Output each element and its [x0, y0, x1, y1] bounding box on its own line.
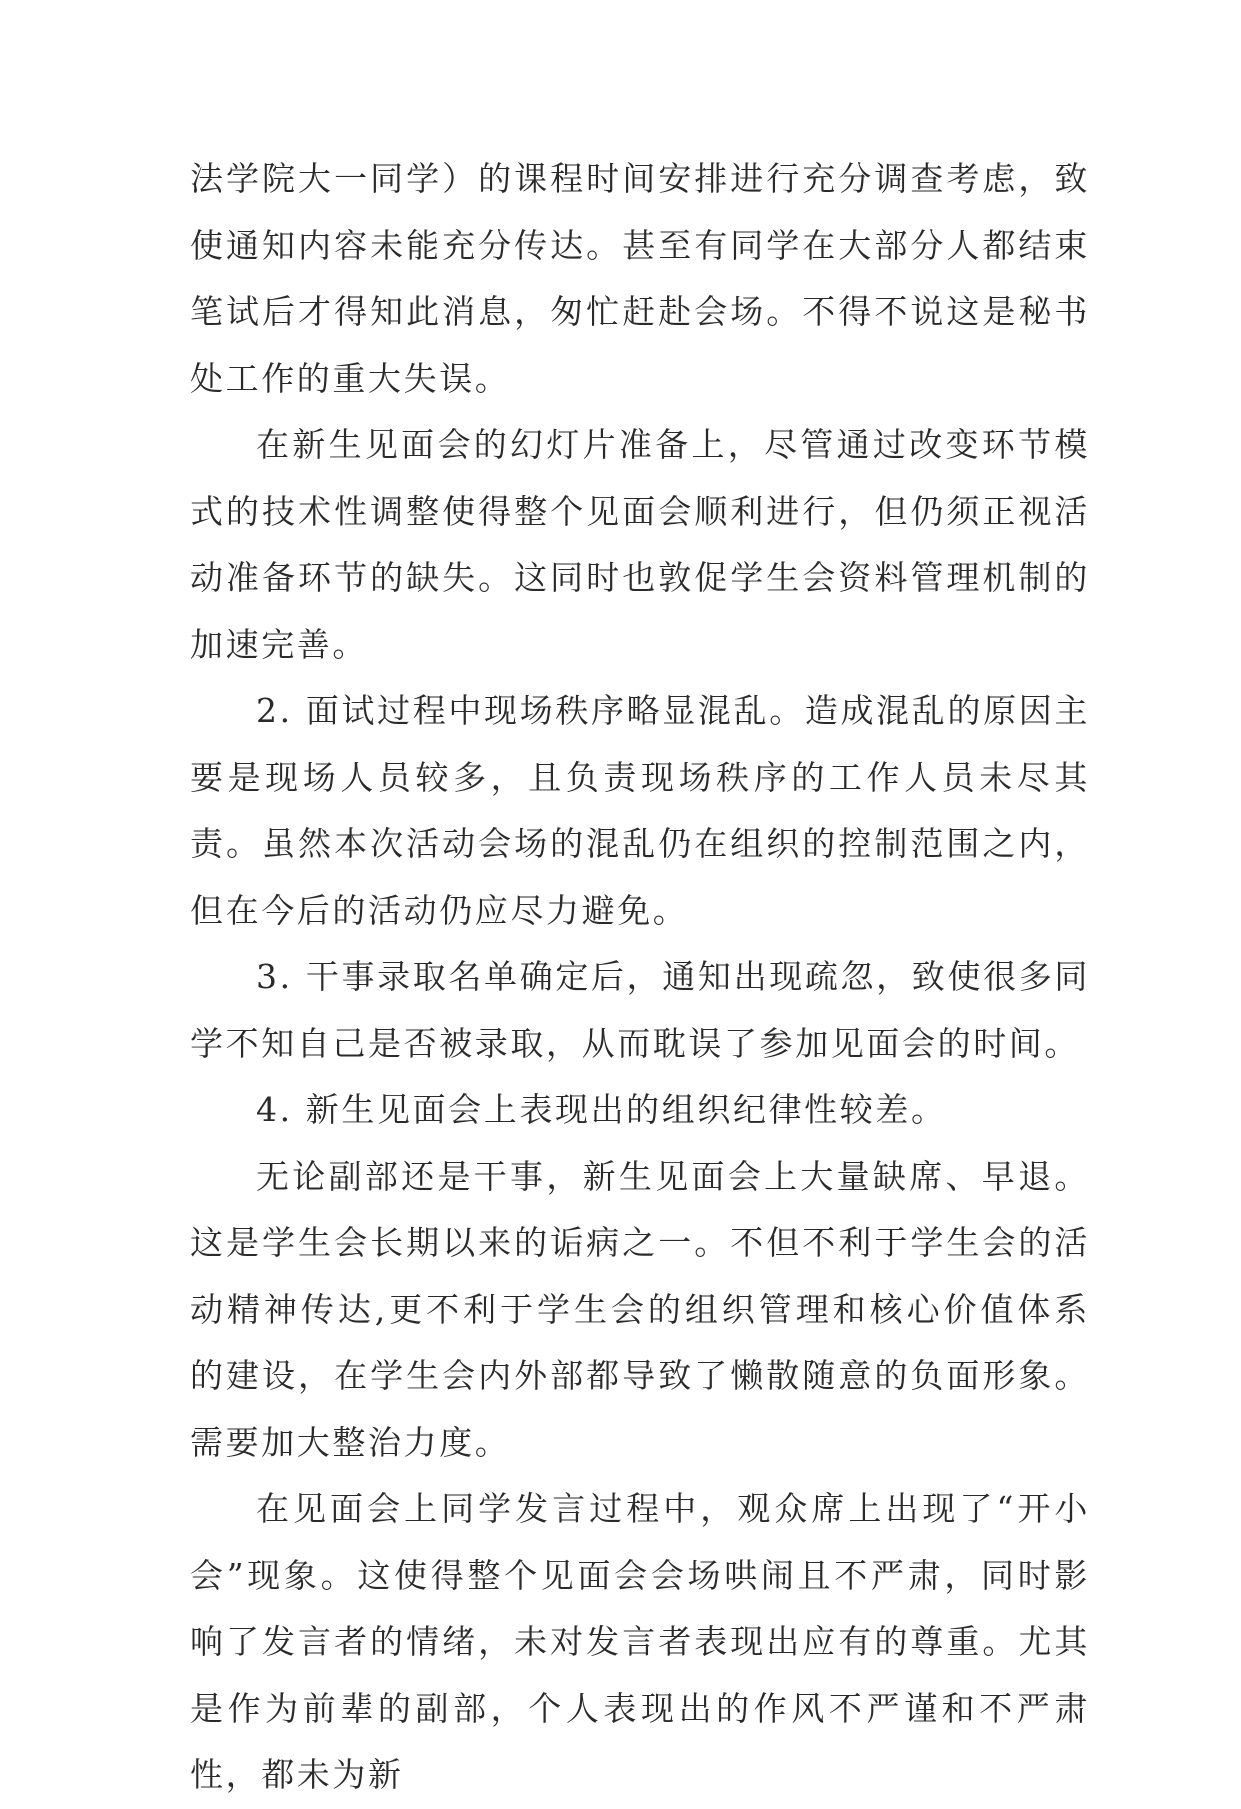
paragraph-7: 在见面会上同学发言过程中，观众席上出现了“开小会”现象。这使得整个见面会会场哄闹且不严肃，同时影响了发言者的情绪，未对发言者表现出应有的尊重。尤其是作为前辈的副部，个人表现出的作风不严谨和不严肃性，都未为新	[190, 1489, 1090, 1794]
document-body	[190, 146, 1090, 1809]
paragraph-6: 无论副部还是干事，新生见面会上大量缺席、早退。这是学生会长期以来的诟病之一。不但不利于学生会的活动精神传达,更不利于学生会的组织管理和核心价值体系的建设，在学生会内外部都导致了懒散随意的负面形象。需要加大整治力度。	[190, 1156, 1090, 1462]
paragraph-5: 4. 新生见面会上表现出的组织纪律性较差。	[256, 1090, 947, 1129]
paragraph-2: 在新生见面会的幻灯片准备上，尽管通过改变环节模式的技术性调整使得整个见面会顺利进行，但仍须正视活动准备环节的缺失。这同时也敦促学生会资料管理机制的加速完善。	[190, 425, 1090, 664]
paragraph-4: 3. 干事录取名单确定后，通知出现疏忽，致使很多同学不知自己是否被录取，从而耽误了参加见面会的时间。	[190, 957, 1090, 1063]
paragraph-1: 法学院大一同学）的课程时间安排进行充分调查考虑，致使通知内容未能充分传达。甚至有同学在大部分人都结束笔试后才得知此消息，匆忙赶赴会场。不得不说这是秘书处工作的重大失误。	[190, 159, 1090, 398]
paragraph-3: 2. 面试过程中现场秩序略显混乱。造成混乱的原因主要是现场人员较多，且负责现场秩序的工作人员未尽其责。虽然本次活动会场的混乱仍在组织的控制范围之内，但在今后的活动仍应尽力避免。	[190, 691, 1090, 930]
